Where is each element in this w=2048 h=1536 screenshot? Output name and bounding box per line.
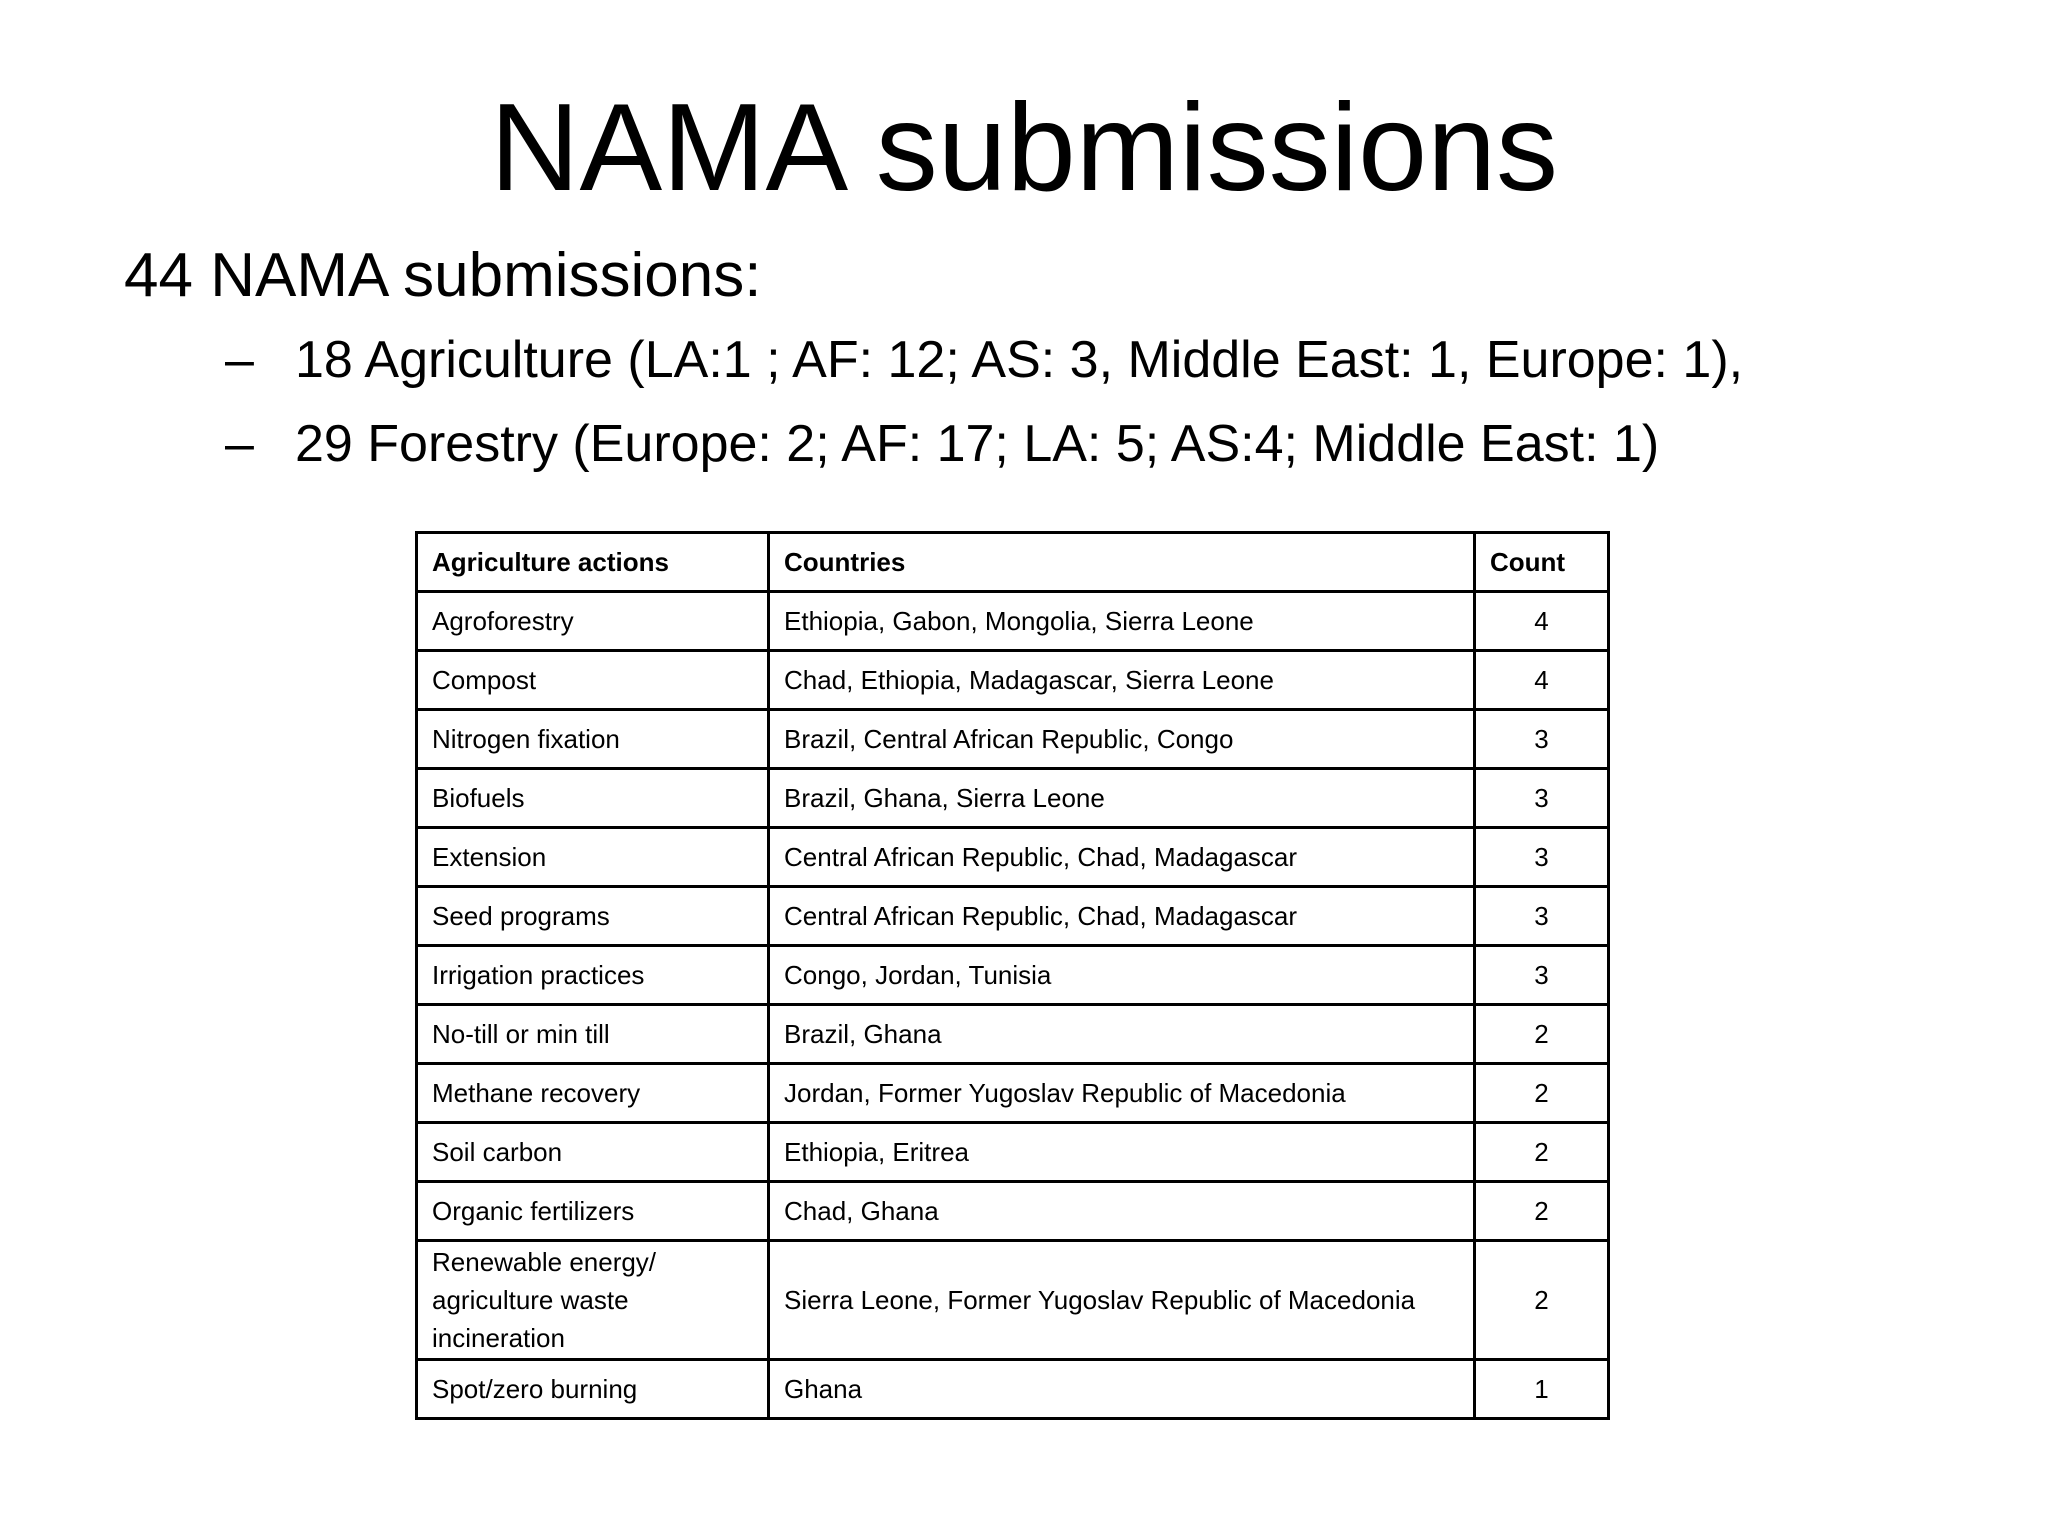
bullet-agriculture — [225, 330, 1743, 414]
cell-count: 3 — [1475, 769, 1609, 828]
bullet-dash: – — [225, 415, 254, 473]
header-count: Count — [1475, 533, 1609, 592]
cell-count: 3 — [1475, 710, 1609, 769]
cell-count: 2 — [1475, 1241, 1609, 1360]
cell-count: 4 — [1475, 651, 1609, 710]
table-row — [417, 1064, 1609, 1123]
cell-action: Nitrogen fixation — [417, 710, 769, 769]
cell-count: 2 — [1475, 1123, 1609, 1182]
cell-action: No-till or min till — [417, 1005, 769, 1064]
cell-count: 4 — [1475, 592, 1609, 651]
cell-countries: Brazil, Ghana — [769, 1005, 1475, 1064]
cell-count: 3 — [1475, 887, 1609, 946]
bullet-dash: – — [225, 331, 254, 389]
table-row — [417, 1241, 1609, 1360]
header-countries: Countries — [769, 533, 1475, 592]
table-row — [417, 946, 1609, 1005]
cell-countries: Sierra Leone, Former Yugoslav Republic of Macedonia — [769, 1241, 1475, 1360]
header-action: Agriculture actions — [417, 533, 769, 592]
cell-action: Organic fertilizers — [417, 1182, 769, 1241]
table-row — [417, 1182, 1609, 1241]
cell-count: 3 — [1475, 946, 1609, 1005]
cell-countries: Congo, Jordan, Tunisia — [769, 946, 1475, 1005]
cell-action: Renewable energy/ agriculture waste incineration — [417, 1241, 769, 1360]
cell-action: Irrigation practices — [417, 946, 769, 1005]
cell-action: Biofuels — [417, 769, 769, 828]
table-header-row — [417, 533, 1609, 592]
cell-action: Agroforestry — [417, 592, 769, 651]
summary-line: 44 NAMA submissions: — [124, 241, 762, 310]
cell-action: Spot/zero burning — [417, 1360, 769, 1419]
cell-countries: Ethiopia, Eritrea — [769, 1123, 1475, 1182]
table-row — [417, 1123, 1609, 1182]
bullet-text: 18 Agriculture (LA:1 ; AF: 12; AS: 3, Middle East: 1, Europe: 1), — [295, 331, 1744, 389]
table-row — [417, 710, 1609, 769]
cell-count: 2 — [1475, 1064, 1609, 1123]
cell-countries: Central African Republic, Chad, Madagascar — [769, 887, 1475, 946]
bullet-text: 29 Forestry (Europe: 2; AF: 17; LA: 5; AS:4; Middle East: 1) — [295, 415, 1660, 473]
slide-title: NAMA submissions — [489, 79, 1559, 217]
cell-count: 3 — [1475, 828, 1609, 887]
table-row — [417, 1360, 1609, 1419]
cell-action: Compost — [417, 651, 769, 710]
table-row — [417, 769, 1609, 828]
table-row — [417, 828, 1609, 887]
bullet-forestry — [225, 414, 1743, 498]
cell-count: 1 — [1475, 1360, 1609, 1419]
table-row — [417, 887, 1609, 946]
cell-count: 2 — [1475, 1005, 1609, 1064]
cell-action: Soil carbon — [417, 1123, 769, 1182]
cell-countries: Central African Republic, Chad, Madagascar — [769, 828, 1475, 887]
cell-count: 2 — [1475, 1182, 1609, 1241]
sub-bullet-list — [225, 330, 1743, 498]
cell-action: Methane recovery — [417, 1064, 769, 1123]
cell-countries: Chad, Ghana — [769, 1182, 1475, 1241]
cell-countries: Ethiopia, Gabon, Mongolia, Sierra Leone — [769, 592, 1475, 651]
table-row — [417, 592, 1609, 651]
cell-action: Extension — [417, 828, 769, 887]
cell-countries: Brazil, Ghana, Sierra Leone — [769, 769, 1475, 828]
cell-countries: Brazil, Central African Republic, Congo — [769, 710, 1475, 769]
cell-countries: Jordan, Former Yugoslav Republic of Macedonia — [769, 1064, 1475, 1123]
cell-action: Seed programs — [417, 887, 769, 946]
table-row — [417, 651, 1609, 710]
agriculture-actions-table — [415, 531, 1610, 1420]
cell-countries: Chad, Ethiopia, Madagascar, Sierra Leone — [769, 651, 1475, 710]
cell-countries: Ghana — [769, 1360, 1475, 1419]
table-row — [417, 1005, 1609, 1064]
